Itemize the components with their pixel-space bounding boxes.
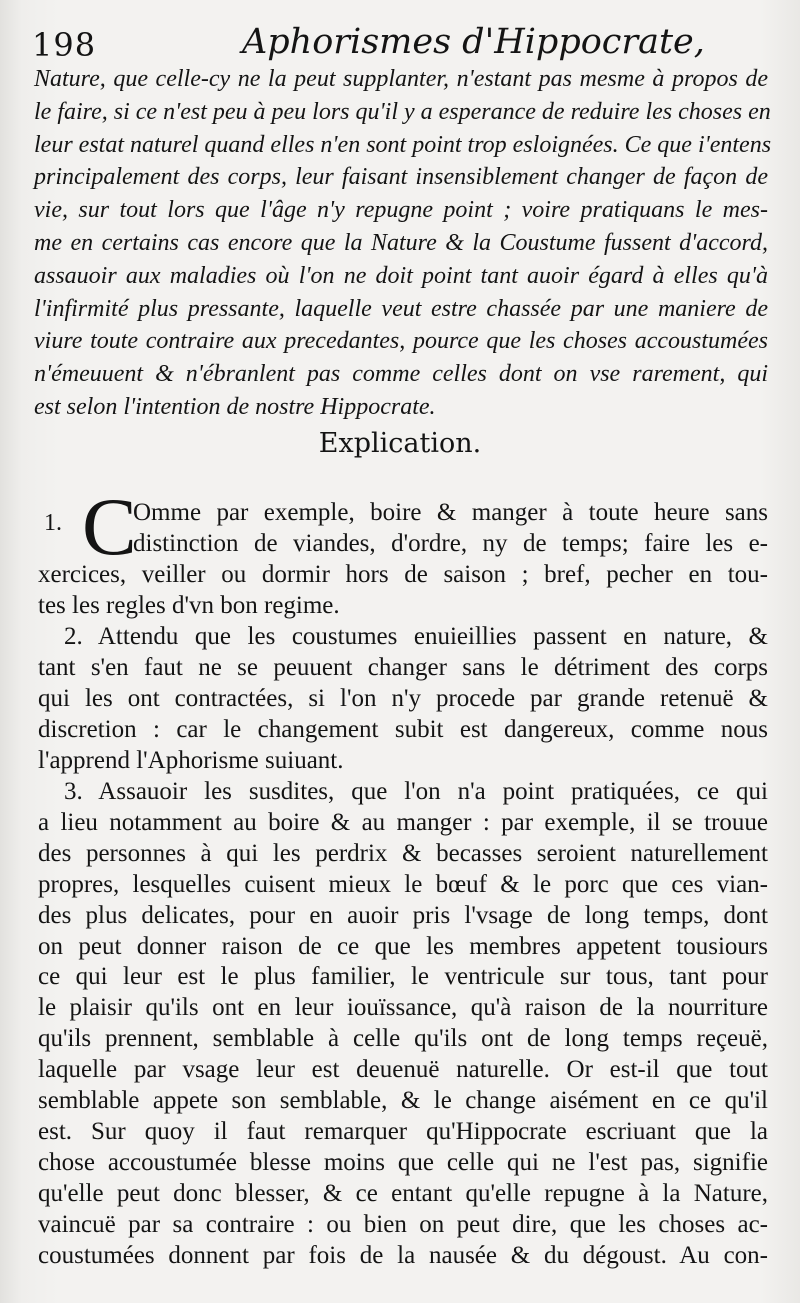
text-line: qui les ont contractées, si l'on n'y procede par grande retenuë & [38, 684, 768, 712]
text-line: laquelle par vsage leur est deuenuë naturelle. Or est-il que tout [38, 1056, 768, 1084]
text-line: qu'elle peut donc blesser, & ce entant qu'elle repugne à la Nature, [38, 1179, 768, 1207]
text-line: tes les regles d'vn bon regime. [38, 591, 340, 619]
italic-paragraph [34, 63, 772, 424]
text-line: chose accoustumée blesse moins que celle qui ne l'est pas, signifie [38, 1148, 768, 1176]
text-line: Nature, que celle-cy ne la peut supplanter, n'estant pas mesme à propos de [34, 66, 768, 92]
paragraph-number: 1. [44, 510, 62, 536]
text-line: leur estat naturel quand elles n'en sont point trop esloignées. Ce que i'entens [34, 131, 772, 158]
text-line: le faire, si ce n'est peu à peu lors qu'il y a esperance de reduire les choses en [34, 98, 771, 125]
text-line: assauoir aux maladies où l'on ne doit point tant auoir égard à elles qu'à [34, 262, 768, 289]
text-line: distinction de viandes, d'ordre, ny de temps; faire les e- [133, 529, 768, 557]
section-heading: Explication. [318, 428, 482, 459]
text-line: l'infirmité plus pressante, laquelle veut estre chassée par une maniere de [34, 295, 768, 322]
text-line: 3. Assauoir les susdites, que l'on n'a point pratiquées, ce qui [64, 778, 768, 805]
text-line: vaincuë par sa contraire : ou bien on peut dire, que les choses ac- [38, 1210, 768, 1238]
text-line: n'émeuuent & n'ébranlent pas comme celles dont on vse rarement, qui [34, 361, 768, 388]
running-title: Aphorismes d'Hippocrate, [242, 22, 705, 62]
text-line: ce qui leur est le plus familier, le ventricule sur tous, tant pour [38, 963, 768, 991]
page-number: 198 [32, 26, 97, 64]
text-line: tant s'en faut ne se peuuent changer sans le détriment des corps [38, 653, 768, 681]
text-line: le plaisir qu'ils ont en leur iouïssance, qu'à raison de la nourriture [38, 994, 768, 1022]
text-line: me en certains cas encore que la Nature & la Coustume fussent d'accord, [34, 229, 768, 256]
text-line: coustumées donnent par fois de la nausée & du dégoust. Au con- [38, 1241, 768, 1269]
text-line: qu'ils prennent, semblable à celle qu'ils ont de long temps reçeuë, [38, 1025, 768, 1053]
paragraph-3 [38, 777, 768, 1272]
text-line: discretion : car le changement subit est dangereux, comme nous [38, 715, 768, 743]
paragraph-1 [38, 498, 768, 622]
text-line: 2. Attendu que les coustumes enuieillies passent en nature, & [64, 623, 768, 650]
text-line: est. Sur quoy il faut remarquer qu'Hippocrate escriuant que la [38, 1117, 768, 1145]
running-head [30, 20, 770, 66]
text-line: propres, lesquelles cuisent mieux le bœuf & le porc que ces vian- [38, 870, 768, 898]
text-line: des plus delicates, pour en auoir pris l'vsage de long temps, dont [38, 901, 768, 929]
text-line: l'apprend l'Aphorisme suiuant. [38, 746, 344, 774]
text-line: Omme par exemple, boire & manger à toute heure sans [133, 499, 768, 526]
text-line: principalement des corps, leur faisant insensiblement changer de façon de [34, 164, 768, 191]
text-line: des personnes à qui les perdrix & becasses seroient naturellement [38, 839, 768, 867]
text-line: vie, sur tout lors que l'âge n'y repugne point ; voire pratiquans le mes- [34, 197, 768, 224]
drop-cap: C [82, 481, 137, 572]
text-line: on peut donner raison de ce que les membres appetent tousiours [38, 932, 768, 960]
paragraph-2 [38, 622, 768, 777]
text-line: a lieu notamment au boire & au manger : par exemple, il se trouue [38, 808, 768, 836]
text-line: xercices, veiller ou dormir hors de saison ; bref, pecher en tou- [38, 560, 768, 588]
text-line: est selon l'intention de nostre Hippocrate. [34, 393, 436, 420]
text-line: viure toute contraire aux precedantes, pource que les choses accoustumées [34, 328, 768, 355]
text-line: semblable appete son semblable, & le change aisément en ce qu'il [38, 1087, 768, 1115]
